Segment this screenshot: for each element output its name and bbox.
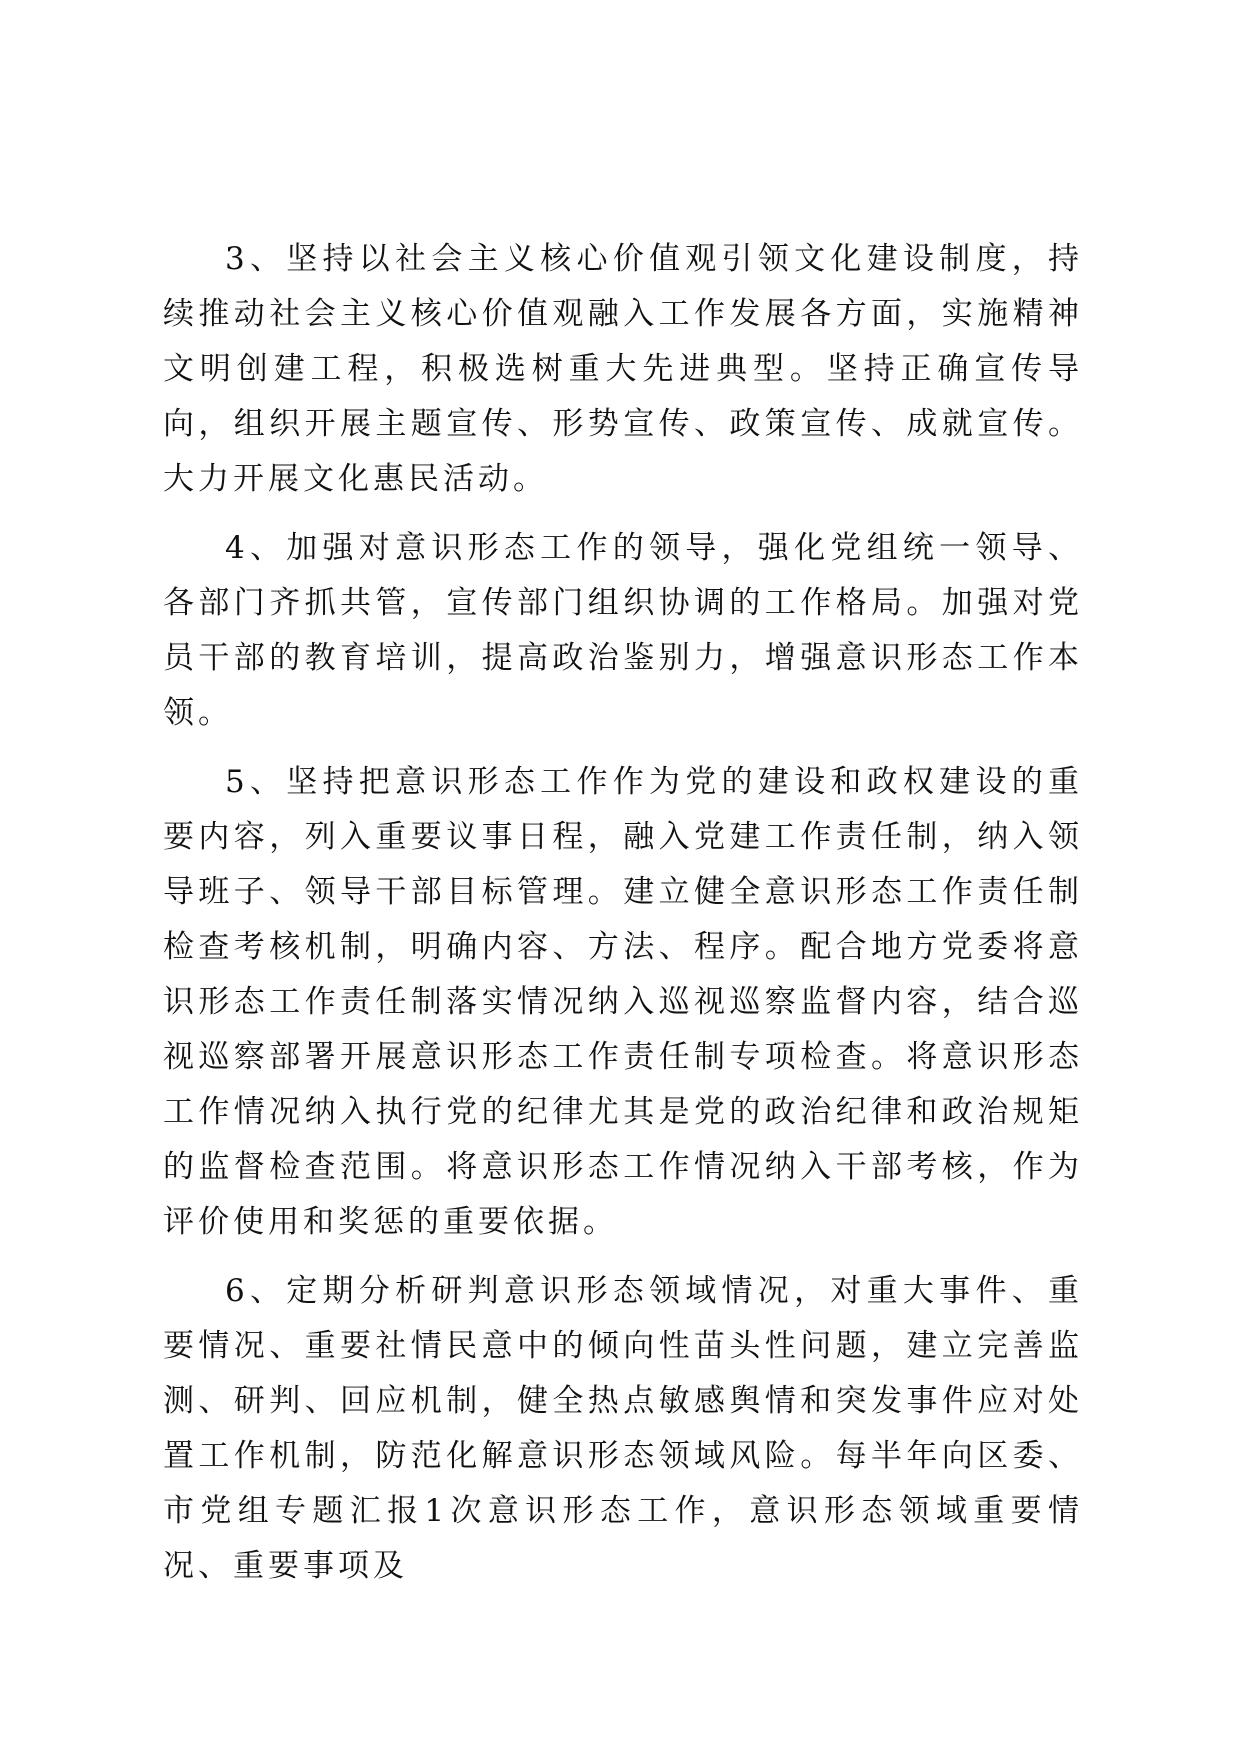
paragraph-item-5: 5、坚持把意识形态工作作为党的建设和政权建设的重要内容，列入重要议事日程，融入党建工作责任制，纳入领导班子、领导干部目标管理。建立健全意识形态工作责任制检查考核机制，明确内容、方法、程序。配合地方党委将意识形态工作责任制落实情况纳入巡视巡察监督内容，结合巡视巡察部署开展意识形态工作责任制专项检查。将意识形态工作情况纳入执行党的纪律尤其是党的政治纪律和政治规矩的监督检查范围。将意识形态工作情况纳入干部考核，作为评价使用和奖惩的重要依据。 [163, 764, 1083, 1240]
paragraph-item-4: 4、加强对意识形态工作的领导，强化党组统一领导、各部门齐抓共管，宣传部门组织协调的工作格局。加强对党员干部的教育培训，提高政治鉴别力，增强意识形态工作本领。 [163, 530, 1083, 731]
paragraph-item-3: 3、坚持以社会主义核心价值观引领文化建设制度，持续推动社会主义核心价值观融入工作发展各方面，实施精神文明创建工程，积极选树重大先进典型。坚持正确宣传导向，组织开展主题宣传、形势宣传、政策宣传、成就宣传。大力开展文化惠民活动。 [163, 241, 1083, 497]
paragraph-item-6: 6、定期分析研判意识形态领域情况，对重大事件、重要情况、重要社情民意中的倾向性苗头性问题，建立完善监测、研判、回应机制，健全热点敏感舆情和突发事件应对处置工作机制，防范化解意识形态领域风险。每半年向区委、市党组专题汇报1次意识形态工作，意识形态领域重要情况、重要事项及 [163, 1273, 1083, 1584]
document-body [163, 232, 1083, 1608]
